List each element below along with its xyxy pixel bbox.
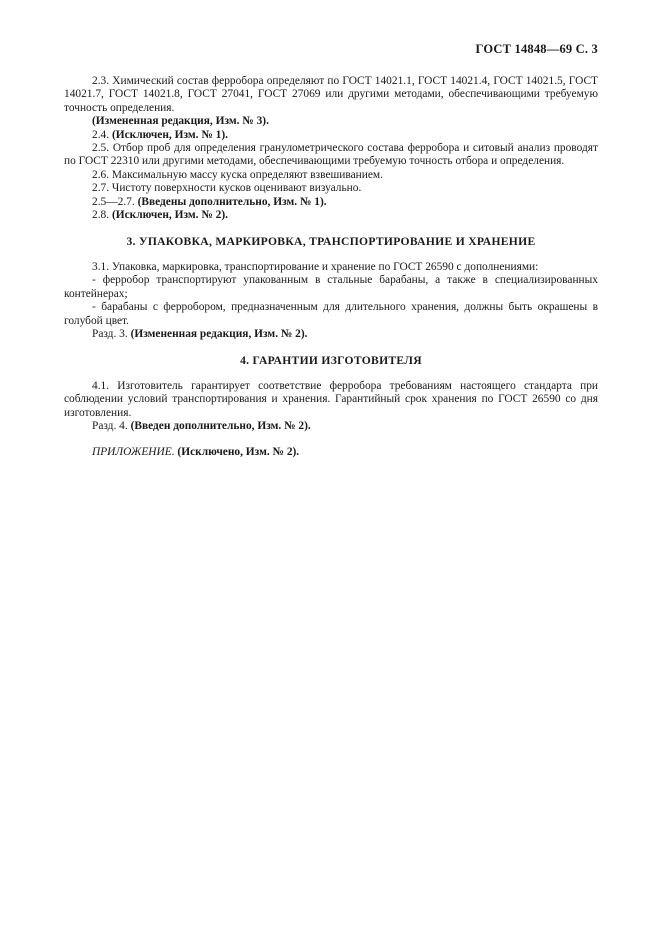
section-4-heading: 4. ГАРАНТИИ ИЗГОТОВИТЕЛЯ	[240, 354, 422, 368]
clause-2-5-2-7-number: 2.5—2.7.	[92, 195, 138, 208]
document-body	[64, 75, 598, 460]
clause-2-4	[64, 129, 598, 142]
clause-2-3: 2.3. Химический состав ферробора определяют по ГОСТ 14021.1, ГОСТ 14021.4, ГОСТ 14021.5, ГОСТ 14021.7, ГОСТ 14021.8, ГОСТ 27041, ГОСТ 27069 или другими методами, обеспечивающими требуемую точность определения.	[64, 75, 598, 114]
clause-3-1-item-2: - барабаны с ферробором, предназначенным для длительного хранения, должны быть окрашены в голубой цвет.	[64, 301, 598, 327]
clause-2-6: 2.6. Максимальную массу куска определяют взвешиванием.	[92, 168, 383, 181]
appendix-amendment: (Исключено, Изм. № 2).	[174, 446, 300, 459]
page-header: ГОСТ 14848—69 С. 3	[475, 42, 598, 56]
appendix-label: ПРИЛОЖЕНИЕ.	[92, 446, 175, 459]
section-3-heading: 3. УПАКОВКА, МАРКИРОВКА, ТРАНСПОРТИРОВАНИЕ И ХРАНЕНИЕ	[126, 235, 536, 249]
clause-2-4-number: 2.4.	[92, 128, 112, 141]
clause-2-5: 2.5. Отбор проб для определения гранулометрического состава ферробора и ситовый анализ проводят по ГОСТ 22310 или другими методами, обеспечивающими требуемую точность отбора и определения.	[64, 142, 598, 168]
clause-2-4-amendment: (Исключен, Изм. № 1).	[111, 128, 228, 141]
clause-3-1: 3.1. Упаковка, маркировка, транспортирование и хранение по ГОСТ 26590 с дополнениями:	[92, 260, 539, 273]
section-3-note-number: Разд. 3.	[92, 327, 131, 340]
section-4-note	[64, 420, 598, 433]
clause-2-8	[64, 209, 598, 222]
section-3-note	[64, 328, 598, 341]
section-4-amendment: (Введен дополнительно, Изм. № 2).	[130, 419, 311, 432]
clause-2-5-2-7-amendment: (Введены дополнительно, Изм. № 1).	[137, 195, 327, 208]
section-4-note-number: Разд. 4.	[92, 419, 131, 432]
clause-2-7: 2.7. Чистоту поверхности кусков оценивают визуально.	[92, 182, 362, 195]
clause-4-1: 4.1. Изготовитель гарантирует соответствие ферробора требованиям настоящего стандарта при соблюдении условий транспортирования и хранения. Гарантийный срок хранения по ГОСТ 26590 со дня изготовления.	[64, 379, 598, 419]
clause-2-8-amendment: (Исключен, Изм. № 2).	[111, 209, 228, 222]
appendix-note	[64, 446, 598, 459]
clause-2-8-number: 2.8.	[92, 209, 112, 222]
section-3-amendment: (Измененная редакция, Изм. № 2).	[130, 327, 308, 340]
clause-3-1-item-1: - ферробор транспортируют упакованным в стальные барабаны, а также в специализированных контейнерах;	[64, 274, 598, 300]
clause-2-5-2-7	[64, 196, 598, 209]
clause-2-3-amendment: (Измененная редакция, Изм. № 3).	[92, 115, 269, 128]
